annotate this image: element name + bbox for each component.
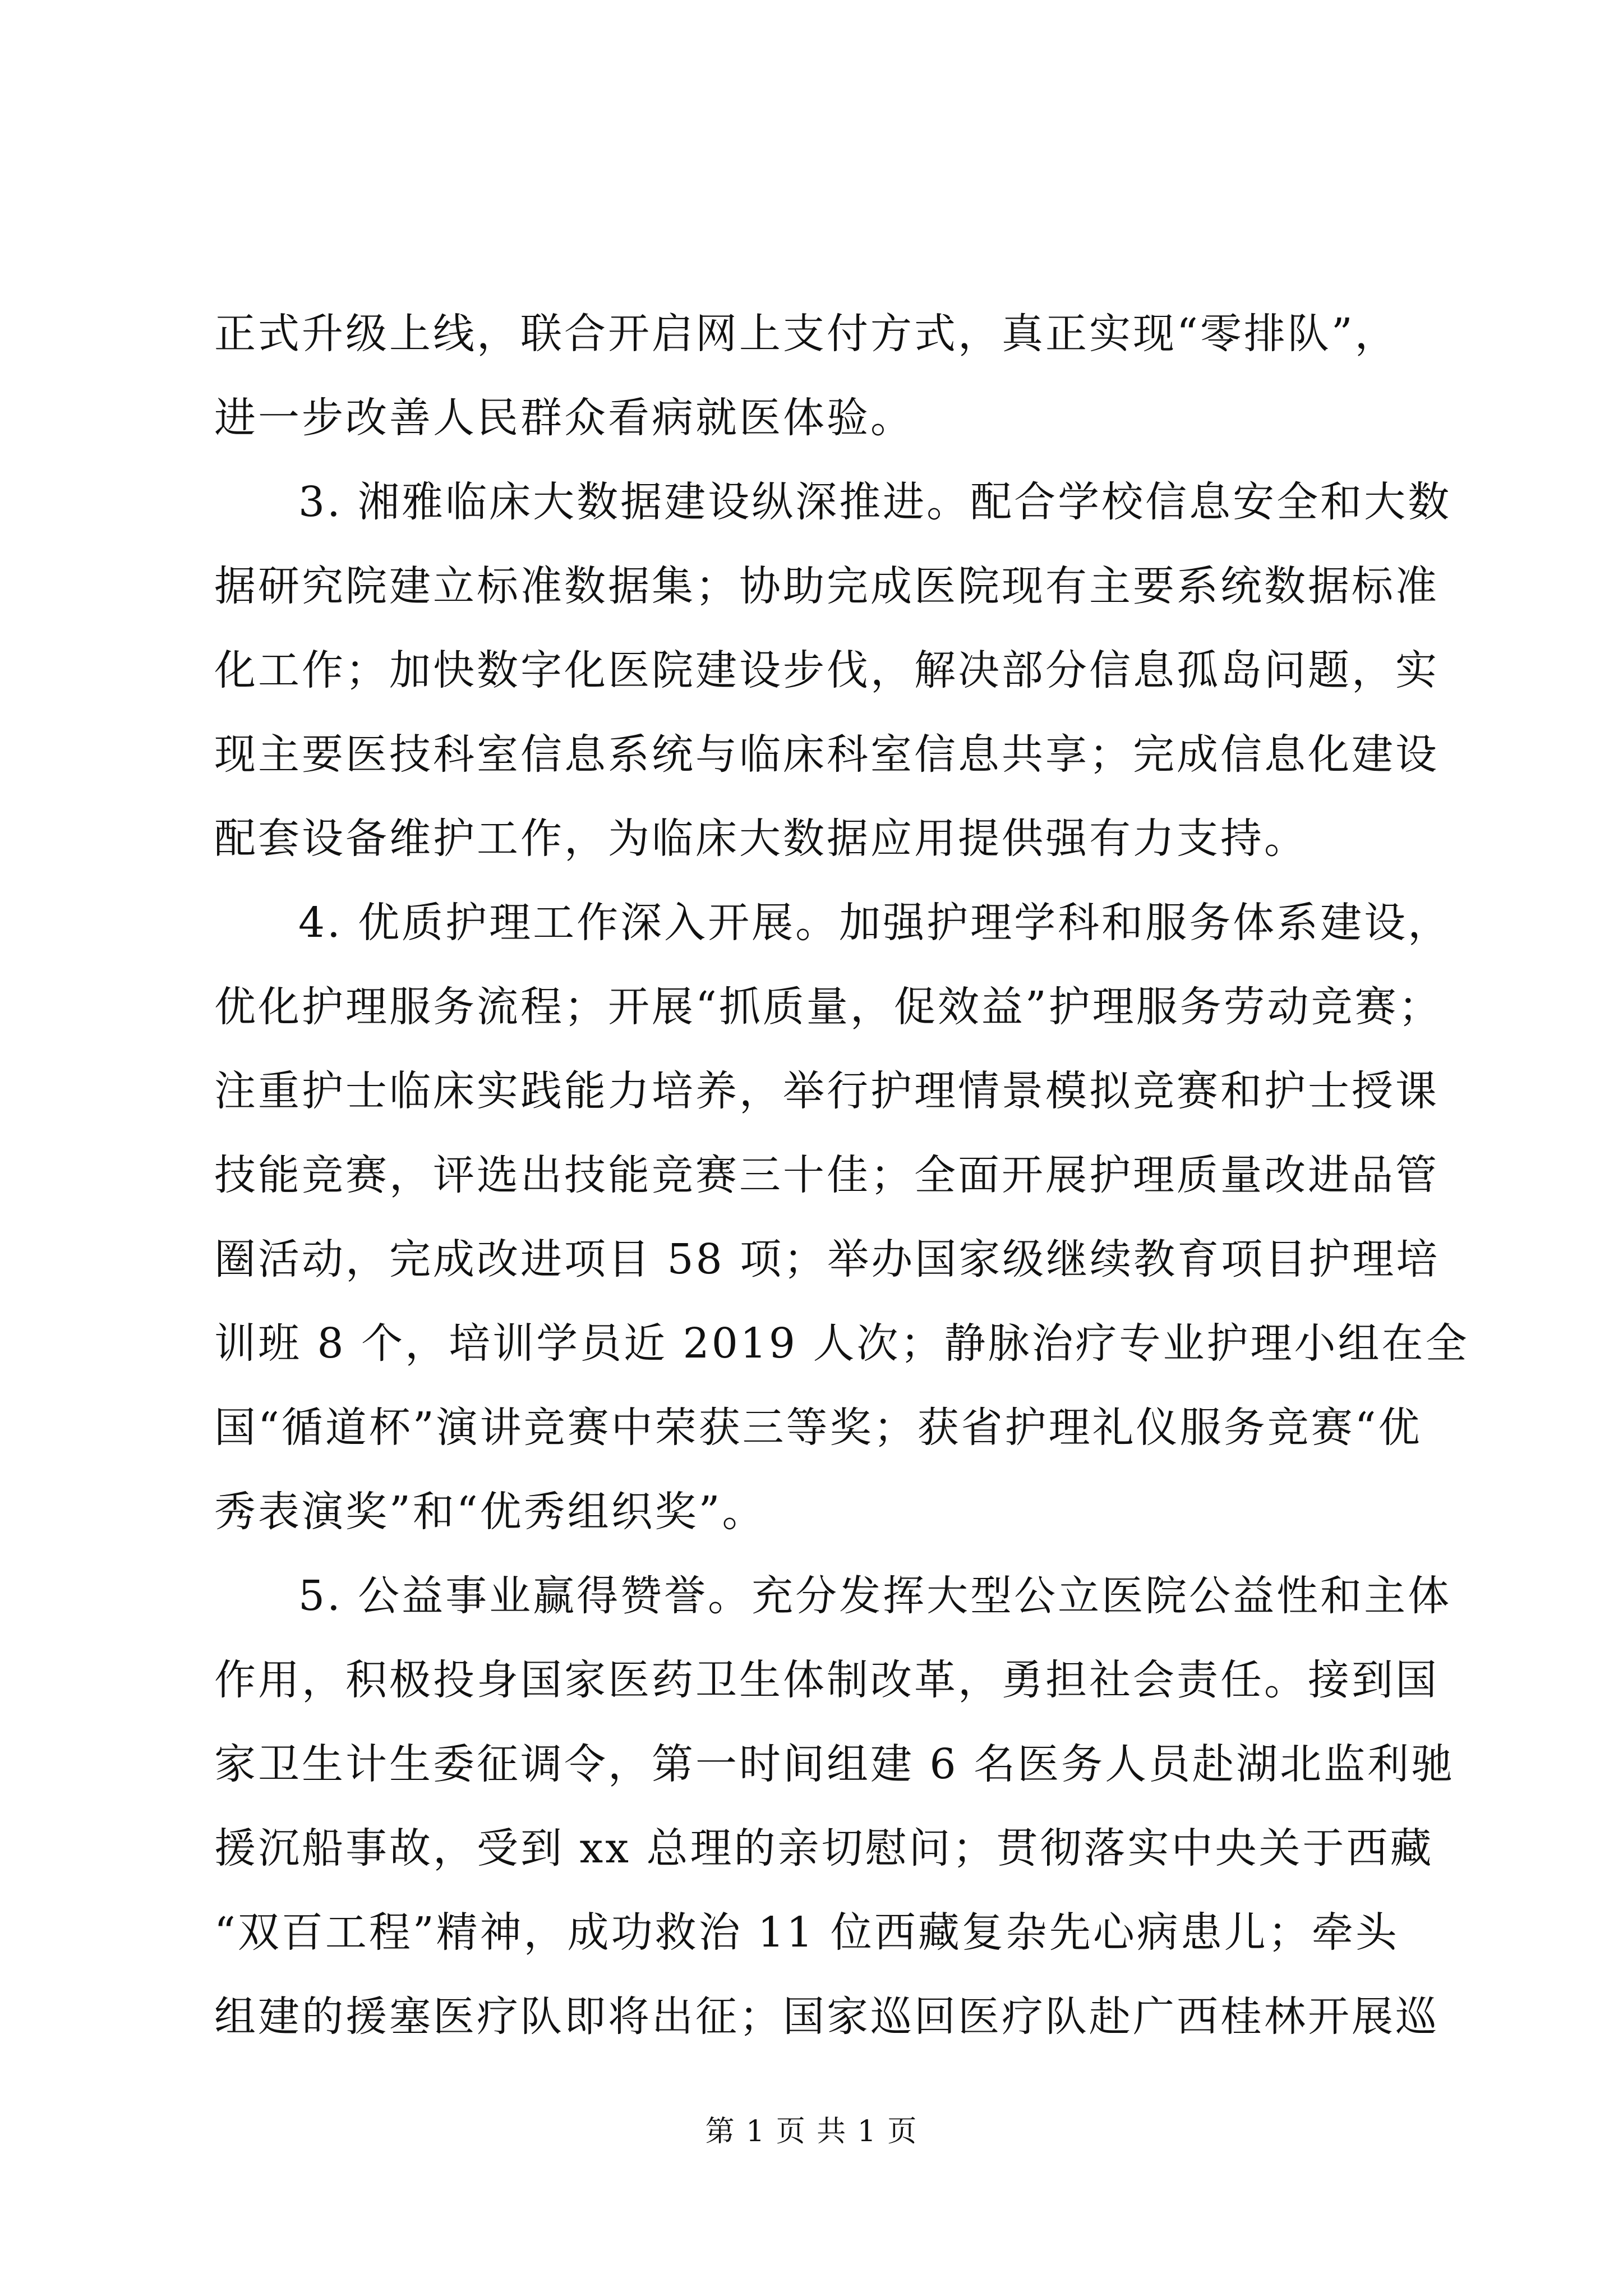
paragraph-1 — [214, 292, 1420, 460]
text-line: 现主要医技科室信息系统与临床科室信息共享；完成信息化建设 — [214, 730, 1439, 779]
text-line: 家卫生计生委征调令，第一时间组建 6 名医务人员赴湖北监利驰 — [214, 1740, 1455, 1788]
text-line: 作用，积极投身国家医药卫生体制改革，勇担社会责任。接到国 — [214, 1656, 1439, 1704]
text-line: 据研究院建立标准数据集；协助完成医院现有主要系统数据标准 — [214, 562, 1439, 610]
text-line: 3. 湘雅临床大数据建设纵深推进。配合学校信息安全和大数 — [298, 478, 1452, 526]
text-line: 配套设备维护工作，为临床大数据应用提供强有力支持。 — [214, 815, 1308, 863]
text-line: 组建的援塞医疗队即将出征；国家巡回医疗队赴广西桂林开展巡 — [214, 1993, 1439, 2041]
text-line: 技能竞赛，评选出技能竞赛三十佳；全面开展护理质量改进品管 — [214, 1151, 1439, 1199]
text-line: 圈活动，完成改进项目 58 项；举办国家级继续教育项目护理培 — [214, 1235, 1440, 1283]
text-line: 优化护理服务流程；开展“抓质量，促效益”护理服务劳动竞赛； — [214, 983, 1442, 1031]
text-line: 秀表演奖”和“优秀组织奖”。 — [214, 1488, 766, 1536]
text-line: 国“循道杯”演讲竞赛中荣获三等奖；获省护理礼仪服务竞赛“优 — [214, 1404, 1422, 1452]
document-body — [214, 292, 1469, 2059]
paragraph-3 — [214, 881, 1469, 1554]
paragraph-4 — [214, 1554, 1455, 2059]
text-line: 进一步改善人民群众看病就医体验。 — [214, 394, 914, 442]
text-line: 5. 公益事业赢得赞誉。充分发挥大型公立医院公益性和主体 — [298, 1572, 1452, 1620]
text-line: 注重护士临床实践能力培养，举行护理情景模拟竞赛和护士授课 — [214, 1067, 1439, 1115]
text-line: “双百工程”精神，成功救治 11 位西藏复杂先心病患儿；牵头 — [214, 1908, 1399, 1957]
paragraph-2 — [214, 460, 1452, 881]
page-footer: 第 1 页 共 1 页 — [705, 2115, 918, 2148]
text-line: 化工作；加快数字化医院建设步伐，解决部分信息孤岛问题，实 — [214, 646, 1439, 694]
text-line: 训班 8 个，培训学员近 2019 人次；静脉治疗专业护理小组在全 — [214, 1319, 1469, 1368]
text-line: 4. 优质护理工作深入开展。加强护理学科和服务体系建设， — [298, 899, 1452, 947]
text-line: 正式升级上线，联合开启网上支付方式，真正实现“零排队”， — [214, 310, 1399, 358]
text-line: 援沉船事故，受到 xx 总理的亲切慰问；贯彻落实中央关于西藏 — [214, 1824, 1434, 1872]
